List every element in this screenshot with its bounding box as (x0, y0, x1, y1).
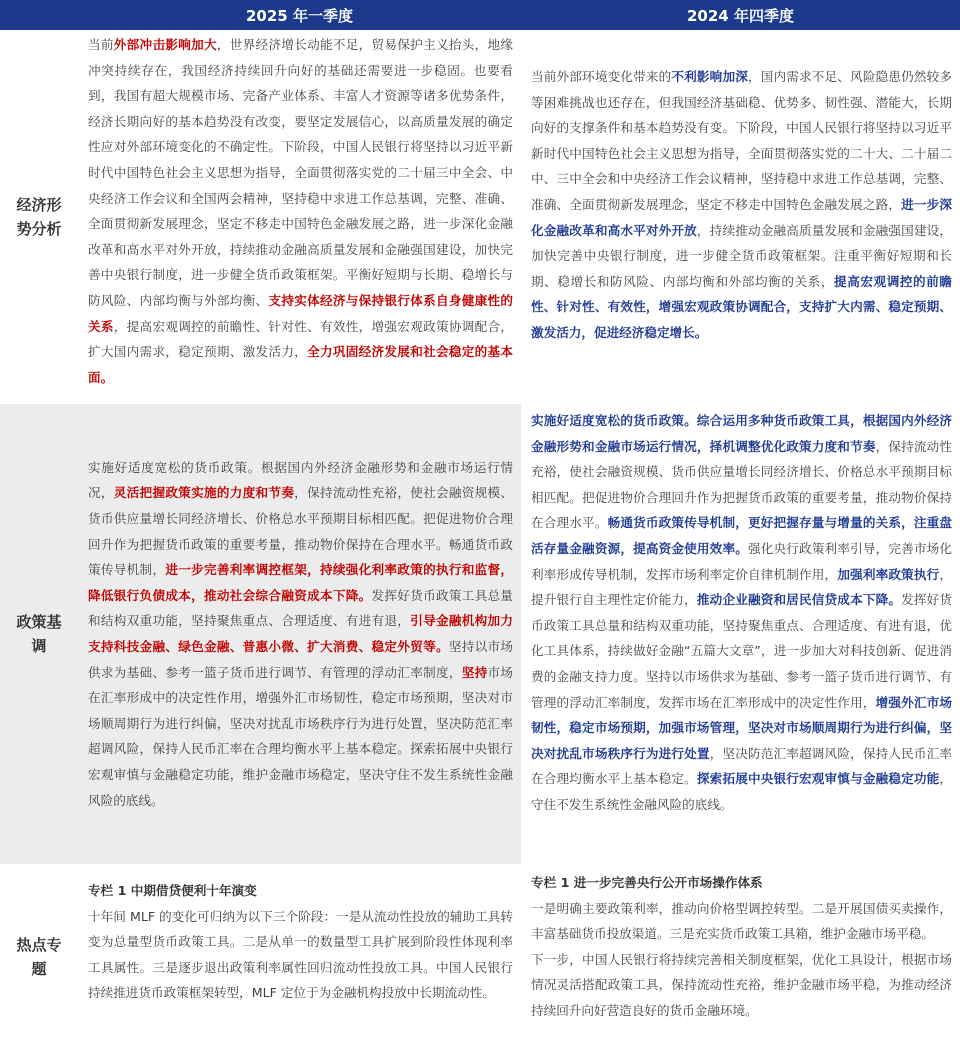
text-segment: 市场在汇率形成中的决定性作用，增强外汇市场韧性，稳定市场预期，坚决对市场顺周期行为进行纠偏，坚决对扰乱市场秩序行为进行处置，坚决防范汇率超调风险，保持人民币汇率在合理均衡水平上基本稳定。探索拓展中央银行宏观审慎与金融稳定功能，维护金融市场稳定，坚决守住不发生系统性金融风险的底线。 (88, 664, 514, 808)
highlight-segment: 实施好适度宽松的货币政策。综合运用多种货币政策工具，根据国内外经济金融形势和金融市场运行情况，择机调整优化政策力度和节奏 (531, 413, 952, 454)
table-header-row (0, 0, 960, 30)
text-segment: ，保持流动性充裕，使社会融资规模、货币供应量增长同经济增长、价格总水平预期目标相匹配。把促进物价合理回升作为把握货币政策的重要考量，推动物价保持在合理水平。畅通货币政策传导机制， (88, 485, 514, 578)
text-segment: 当前外部环境变化带来的 (531, 69, 672, 84)
text-segment: ，世界经济增长动能不足，贸易保护主义抬头，地缘冲突持续存在，我国经济持续回升向好的基础还需要进一步稳固。也要看到，我国有超大规模市场、完备产业体系、丰富人才资源等诸多优势条件，经济长期向好的基本趋势没有改变，要坚定发展信心，以高质量发展的确定性应对外部环境变化的不确定性。下阶段，中国人民银行将坚持以习近平新时代中国特色社会主义思想为指导，全面贯彻落实党的二十届三中全会、中央经济工作会议和全国两会精神，坚持稳中求进工作总基调，完整、准确、全面贯彻新发展理念，坚定不移走中国特色金融发展之路，进一步深化金融改革和高水平对外开放，持续推动金融高质量发展和金融强国建设，加快完善中央银行制度，进一步健全货币政策框架。平衡好短期与长期、稳增长与防风险、内部均衡与外部均衡、 (88, 37, 514, 308)
hot-2024-body-1: 一是明确主要政策利率，推动向价格型调控转型。二是开展国债买卖操作，丰富基础货币投放渠道。三是充实货币政策工具箱，维护金融市场平稳。 (531, 900, 952, 942)
hot-2025-body: 十年间 MLF 的变化可归纳为以下三个阶段：一是从流动性投放的辅助工具转变为总量型货币政策工具。二是从单一的数量型工具扩展到阶段性体现利率工具属性。三是逐步退出政策利率属性回归流动性投放工具。中国人民银行持续推进货币政策框架转型，MLF 定位于为金融机构投放中长期流动性。 (88, 908, 513, 1001)
economy-2025-text (78, 30, 521, 404)
row-label-policy: 政策基 调 (0, 404, 78, 864)
text-segment: ，守住不发生系统性金融风险的底线。 (531, 771, 953, 812)
highlight-segment: 进一步深化金融改革和高水平对外开放 (531, 196, 953, 238)
row-hot-topic (0, 864, 960, 1049)
policy-2025-text (78, 404, 521, 864)
highlight-segment: 灵活把握政策实施的力度和节奏 (113, 485, 295, 501)
text-segment: ，坚决防范汇率超调风险，保持人民币汇率在合理均衡水平上基本稳定。 (531, 745, 953, 787)
text-segment: 当前 (88, 37, 114, 52)
row-label-hot-topic: 热点专 题 (16, 935, 62, 978)
highlight-segment: 推动企业融资和居民信贷成本下降。 (696, 592, 902, 608)
text-segment: 实施好适度宽松的货币政策。根据国内外经济金融形势和金融市场运行情况， (88, 459, 513, 501)
highlight-segment: 畅通货币政策传导机制，更好把握存量与增量的关系，注重盘活存量金融资源，提高资金使用效率。 (531, 515, 953, 556)
text-segment: ，提升银行自主理性定价能力， (531, 566, 953, 608)
economy-2024-text (521, 30, 960, 404)
text-segment: 发挥好货币政策工具总量和结构双重功能，坚持聚焦重点、合理适度、有进有退， (88, 587, 514, 629)
highlight-segment: 探索拓展中央银行宏观审慎与金融稳定功能 (696, 771, 940, 787)
text-segment: ，提高宏观调控的前瞻性、针对性、有效性，增强宏观政策协调配合，扩大国内需求，稳定预期、激发活力， (88, 318, 514, 360)
highlight-segment: 进一步完善利率调控框架，持续强化利率政策的执行和监督，降低银行负债成本，推动社会综合融资成本下降。 (88, 562, 514, 603)
hot-2024-title: 专栏 1 进一步完善央行公开市场操作体系 (531, 875, 763, 890)
highlight-segment: 全力巩固经济发展和社会稳定的基本面。 (88, 344, 514, 385)
row-economy (0, 30, 960, 404)
highlight-segment: 支持实体经济与保持银行体系自身健康性的关系 (88, 292, 514, 334)
text-segment: ，持续推动金融高质量发展和金融强国建设，加快完善中央银行制度，进一步健全货币政策框架。注重平衡好短期和长期、稳增长和防风险、内部均衡和外部均衡的关系， (531, 222, 953, 289)
hot-2025-text (78, 864, 521, 1049)
highlight-segment: 坚持 (461, 664, 488, 680)
hot-2024-text (521, 864, 960, 1049)
text-segment: 坚持以市场供求为基础、参考一篮子货币进行调节、有管理的浮动汇率制度， (88, 639, 514, 680)
header-2024-q4: 2024 年四季度 (521, 0, 960, 30)
policy-2024-text (521, 404, 960, 864)
text-segment: 强化央行政策利率引导，完善市场化利率形成传导机制，发挥市场利率定价自律机制作用， (531, 540, 953, 582)
hot-2025-title: 专栏 1 中期借贷便利十年演变 (88, 883, 257, 898)
text-segment: ，保持流动性充裕，使社会融资规模、货币供应量增长同经济增长、价格总水平预期目标相匹配。把促进物价合理回升作为把握货币政策的重要考量，推动物价保持在合理水平。 (531, 438, 953, 531)
hot-2024-body-2: 下一步，中国人民银行将持续完善相关制度框架，优化工具设计，根据市场情况灵活搭配政策工具，保持流动性充裕，维护金融市场平稳，为推动经济持续回升向好营造良好的货币金融环境。 (531, 951, 952, 1018)
header-blank-cell (0, 0, 78, 30)
highlight-segment: 外部冲击影响加大 (113, 37, 217, 52)
highlight-segment: 增强外汇市场韧性，稳定市场预期，加强市场管理，坚决对市场顺周期行为进行纠偏，坚决对扰乱市场秩序行为进行处置 (531, 694, 953, 761)
text-segment: ，国内需求不足、风险隐患仍然较多等困难挑战也还存在，但我国经济基础稳、优势多、韧性强、潜能大，长期向好的支撑条件和基本趋势没有变。下阶段，中国人民银行将坚持以习近平新时代中国特色社会主义思想为指导，全面贯彻落实党的二十大、二十届二中、三中全会和中央经济工作会议精神，坚持稳中求进工作总基调，完整、准确、全面贯彻新发展理念，坚定不移走中国特色金融发展之路， (531, 69, 953, 212)
row-policy (0, 404, 960, 864)
highlight-segment: 提高宏观调控的前瞻性、针对性、有效性，增强宏观政策协调配合，支持扩大内需、稳定预期、激发活力，促进经济稳定增长。 (531, 273, 953, 340)
header-2025-q1: 2025 年一季度 (78, 0, 521, 30)
highlight-segment: 不利影响加深 (671, 69, 748, 84)
row-label-economy: 经济形 势分析 (16, 196, 62, 238)
highlight-segment: 加强利率政策执行 (837, 566, 940, 582)
text-segment: 发挥好货币政策工具总量和结构双重功能，坚持聚焦重点、合理适度、有进有退，优化工具体系，持续做好金融“五篇大文章”，进一步加大对科技创新、促进消费的金融支持力度。坚持以市场供求为基础、参考一篮子货币进行调节、有管理的浮动汇率制度，发挥市场在汇率形成中的决定性作用， (531, 592, 953, 710)
highlight-segment: 引导金融机构加力支持科技金融、绿色金融、普惠小微、扩大消费、稳定外贸等。 (88, 613, 514, 654)
